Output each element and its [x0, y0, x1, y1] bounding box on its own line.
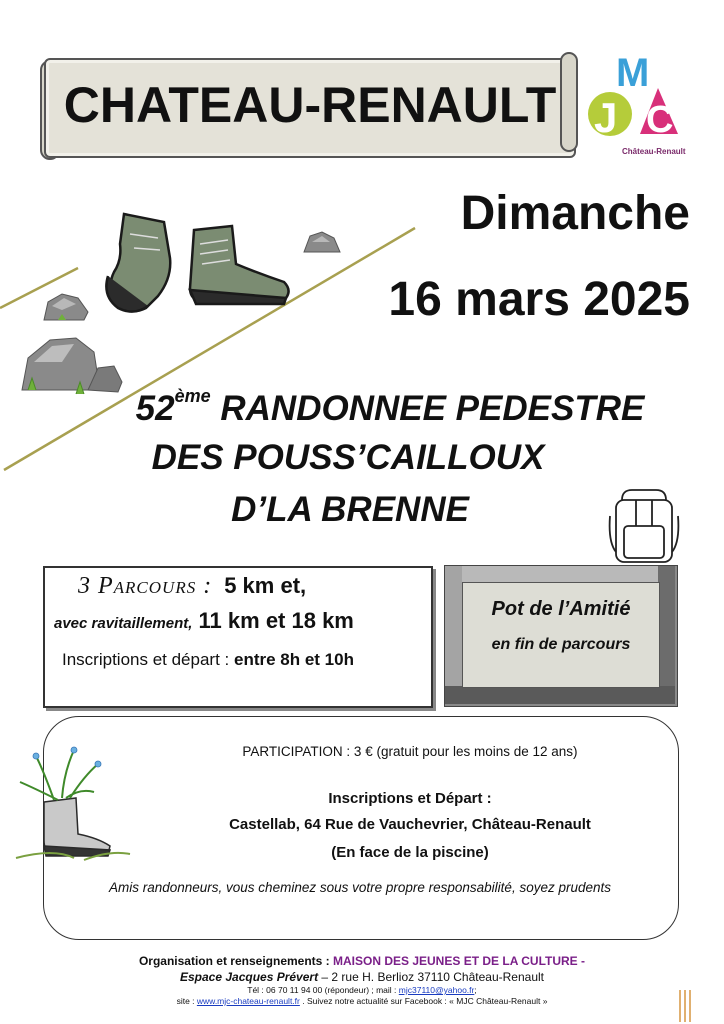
parcours-other-distances: 11 km et 18 km [192, 608, 354, 633]
town-name: CHATEAU-RENAULT [63, 77, 557, 133]
pot-bevel-left [445, 566, 462, 704]
logo-letter-c: C [646, 99, 674, 141]
parcours-ravitaillement: avec ravitaillement, [54, 615, 193, 632]
event-address: Castellab, 64 Rue de Vauchevrier, Château-Renault [229, 816, 591, 833]
pot-bevel-top [445, 566, 675, 582]
footer-web-line [40, 996, 684, 1006]
rocks-medium-icon [40, 290, 92, 324]
rocks-small-icon [300, 228, 344, 256]
scroll-right-curl [560, 52, 578, 152]
pot-title: Pot de l’Amitié [491, 598, 631, 620]
logo-caption: Château-Renault [622, 147, 686, 156]
logo-letter-j: J [594, 94, 618, 141]
event-landmark: (En face de la piscine) [331, 844, 489, 861]
inscriptions-time: entre 8h et 10h [233, 650, 354, 669]
footer-facebook: . Suivez notre actualité sur Facebook : « MJC Château-Renault » [299, 996, 548, 1006]
parcours-first-distance: 5 km et, [224, 573, 307, 598]
inscriptions-label: Inscriptions et départ : [62, 650, 234, 669]
pot-bevel-right [658, 566, 675, 704]
parcours-line2 [54, 608, 354, 634]
footer-espace: Espace Jacques Prévert [179, 970, 319, 984]
event-title-line3: D’LA BRENNE [231, 490, 469, 529]
date-weekday: Dimanche [460, 187, 690, 240]
footer-org-name: MAISON DES JEUNES ET DE LA CULTURE - [333, 954, 586, 968]
footer-email-after: ; [474, 985, 477, 995]
edition-number: 52 [135, 389, 175, 428]
pot-subtitle: en fin de parcours [491, 636, 631, 653]
footer-tel: Tél : 06 70 11 94 00 (répondeur) ; mail : [247, 985, 399, 995]
footer-espace-address: – 2 rue H. Berlioz 37110 Château-Renault [318, 970, 544, 984]
date-full: 16 mars 2025 [388, 273, 690, 326]
safety-disclaimer: Amis randonneurs, vous cheminez sous votre propre responsabilité, soyez prudents [108, 880, 611, 895]
event-title-line2: DES POUSS’CAILLOUX [151, 438, 545, 477]
footer-organisation [40, 954, 684, 968]
parcours-line1 [78, 572, 306, 600]
boot-with-flowers-icon [14, 742, 132, 862]
participation-fee: PARTICIPATION : 3 € (gratuit pour les moins de 12 ans) [242, 744, 578, 759]
footer-site-label: site : [176, 996, 197, 1006]
pot-bevel-bottom [445, 686, 675, 704]
footer-contact-line [40, 985, 684, 995]
event-title-rest: RANDONNEE PEDESTRE [210, 389, 645, 428]
event-title-line1 [60, 386, 720, 429]
hiking-boots-icon [100, 204, 300, 316]
footer-address-line [40, 970, 684, 984]
parcours-line3 [62, 650, 354, 670]
corner-bars-decoration [678, 990, 692, 1022]
footer-email-link[interactable]: mjc37110@yahoo.fr [398, 985, 475, 995]
mjc-logo [586, 48, 690, 160]
parcours-heading: 3 Parcours : [78, 573, 213, 599]
footer-site-link[interactable]: www.mjc-chateau-renault.fr [196, 996, 300, 1006]
footer-org-label: Organisation et renseignements : [138, 954, 333, 968]
inscriptions-depart-title: Inscriptions et Départ : [328, 790, 492, 807]
edition-suffix: ème [174, 386, 211, 406]
logo-letter-m: M [616, 51, 650, 95]
